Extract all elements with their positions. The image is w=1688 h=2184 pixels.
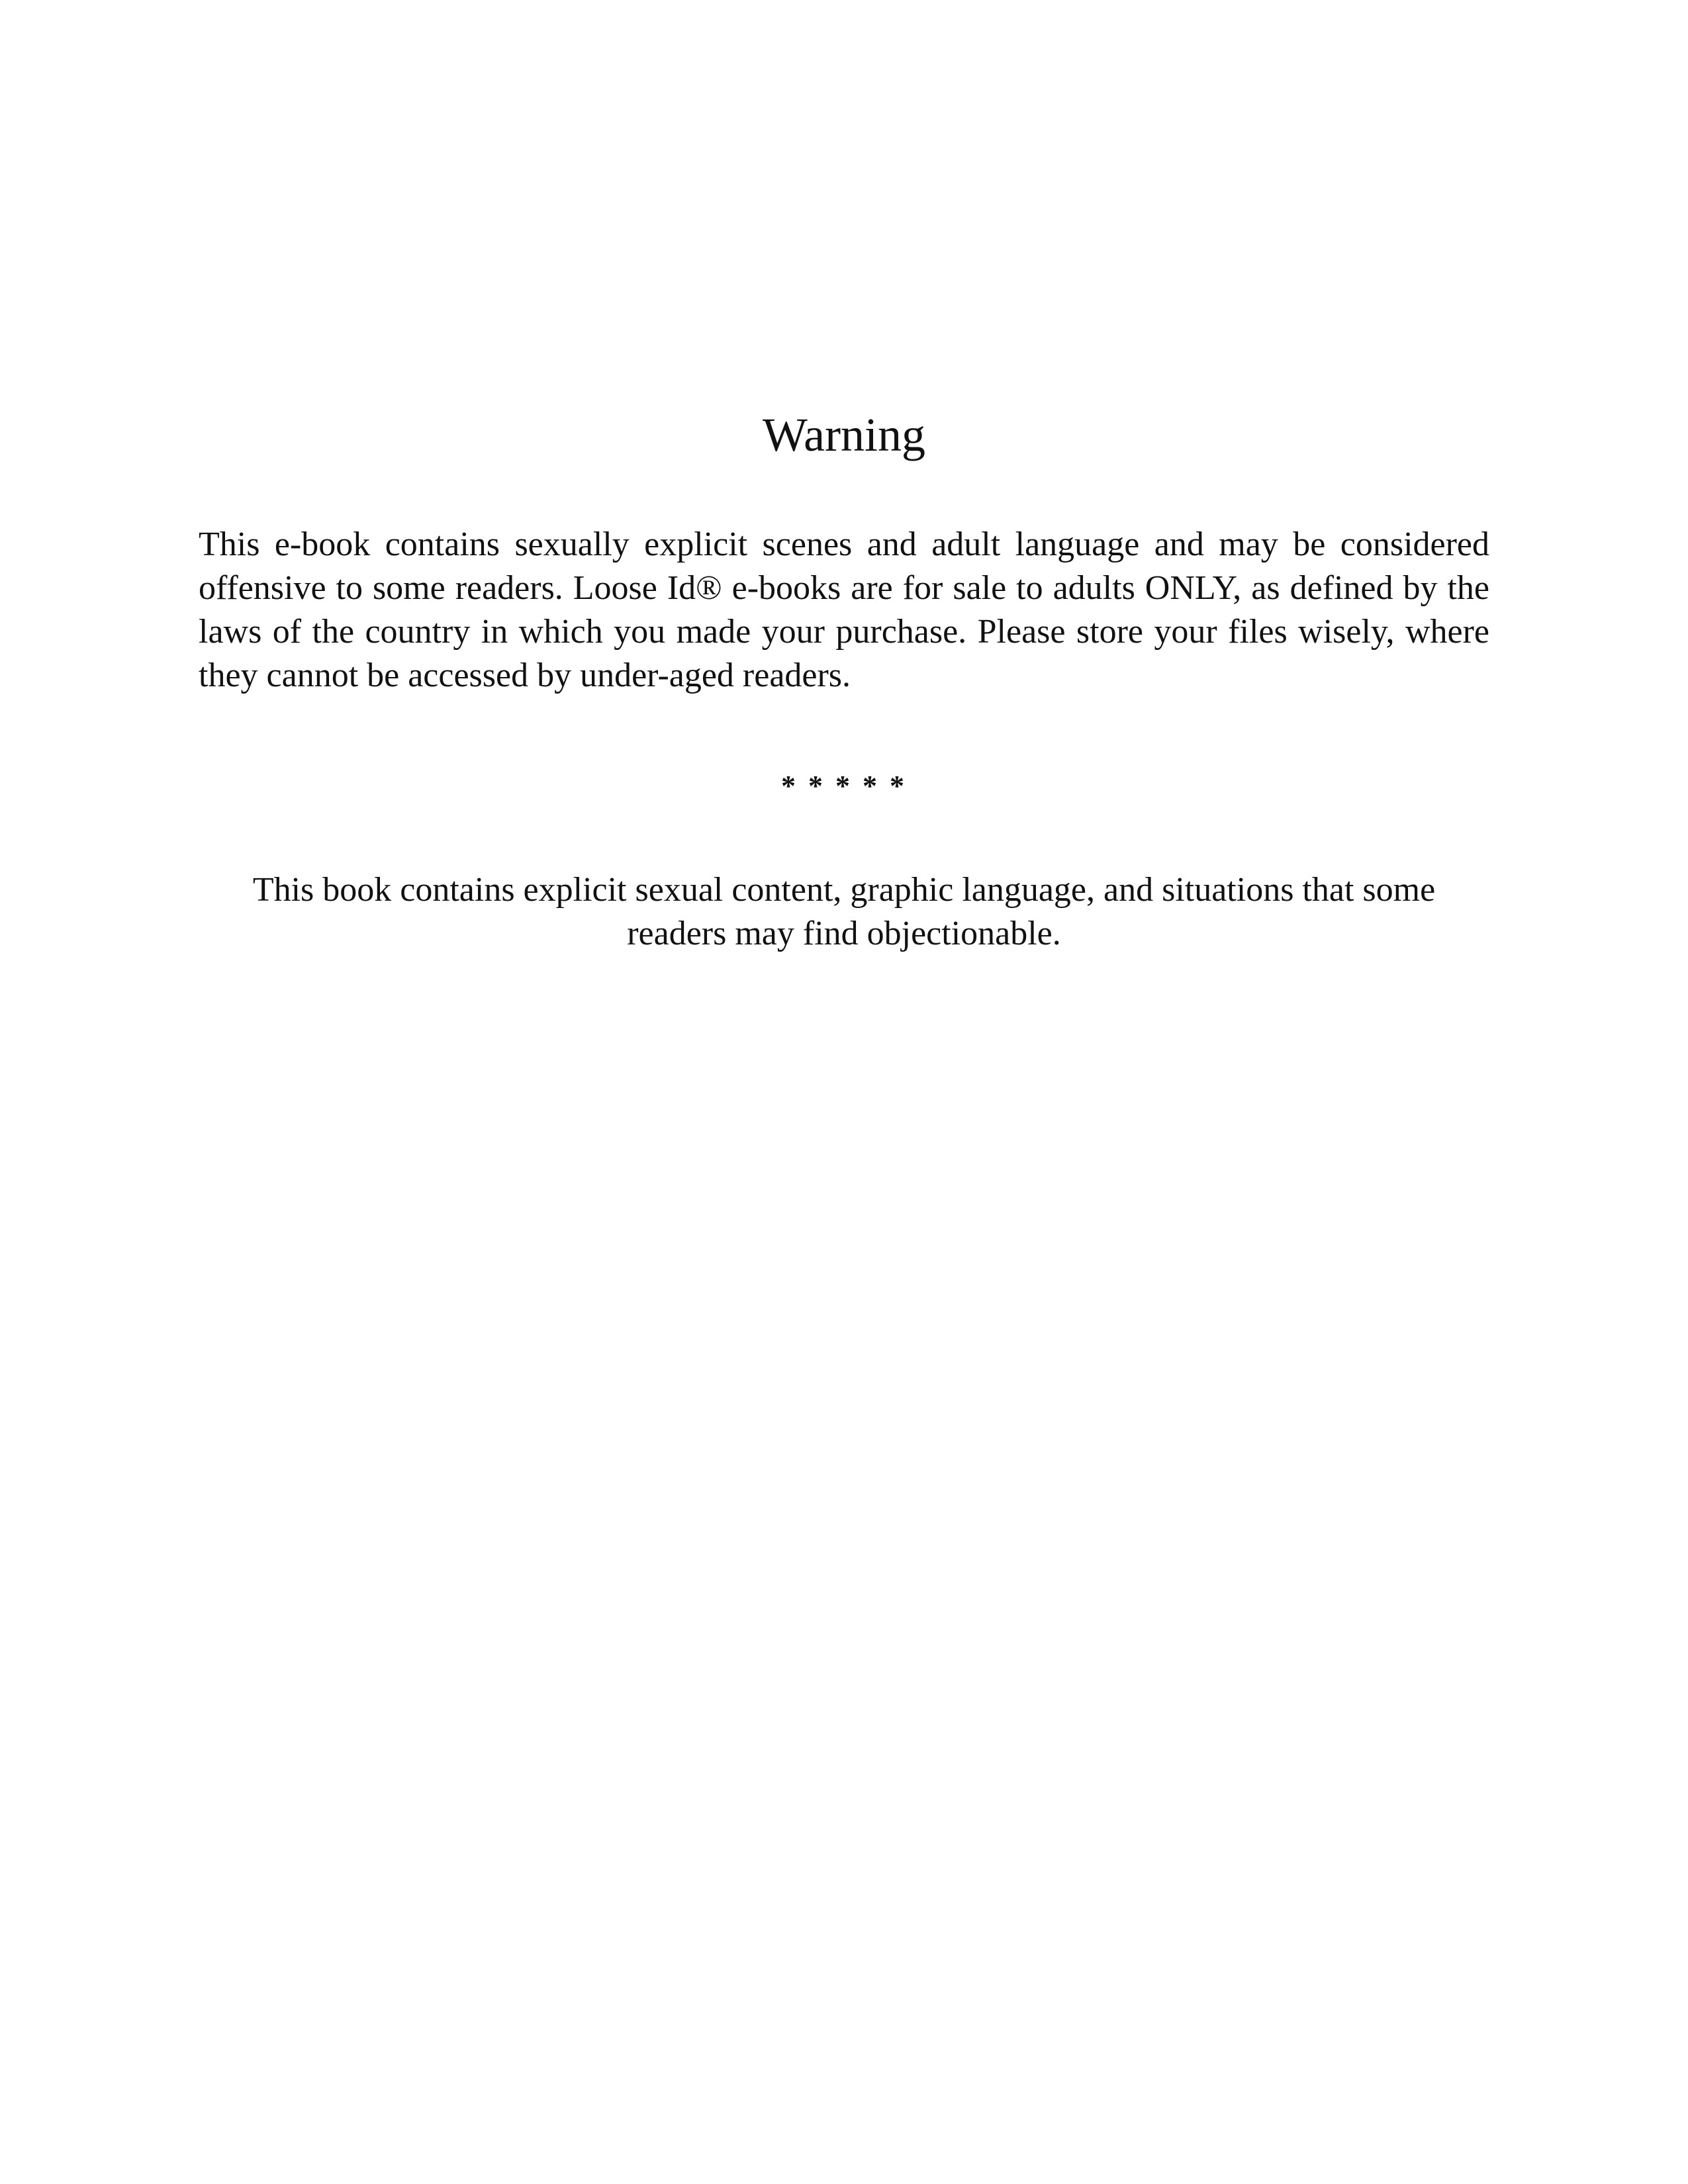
content-note-paragraph: This book contains explicit sexual content, graphic language, and situations that some readers may find objectionable. [252, 871, 1436, 952]
page-title: Warning [762, 408, 926, 461]
section-separator: * * * * * [781, 770, 907, 802]
warning-paragraph: This e-book contains sexually explicit scenes and adult language and may be considered offensive to some readers. Loose Id® e-books are for sale to adults ONLY, as defined by the laws of the country in which you made your purchase. Please store your files wisely, where they cannot be accessed by under-aged readers. [199, 525, 1489, 694]
